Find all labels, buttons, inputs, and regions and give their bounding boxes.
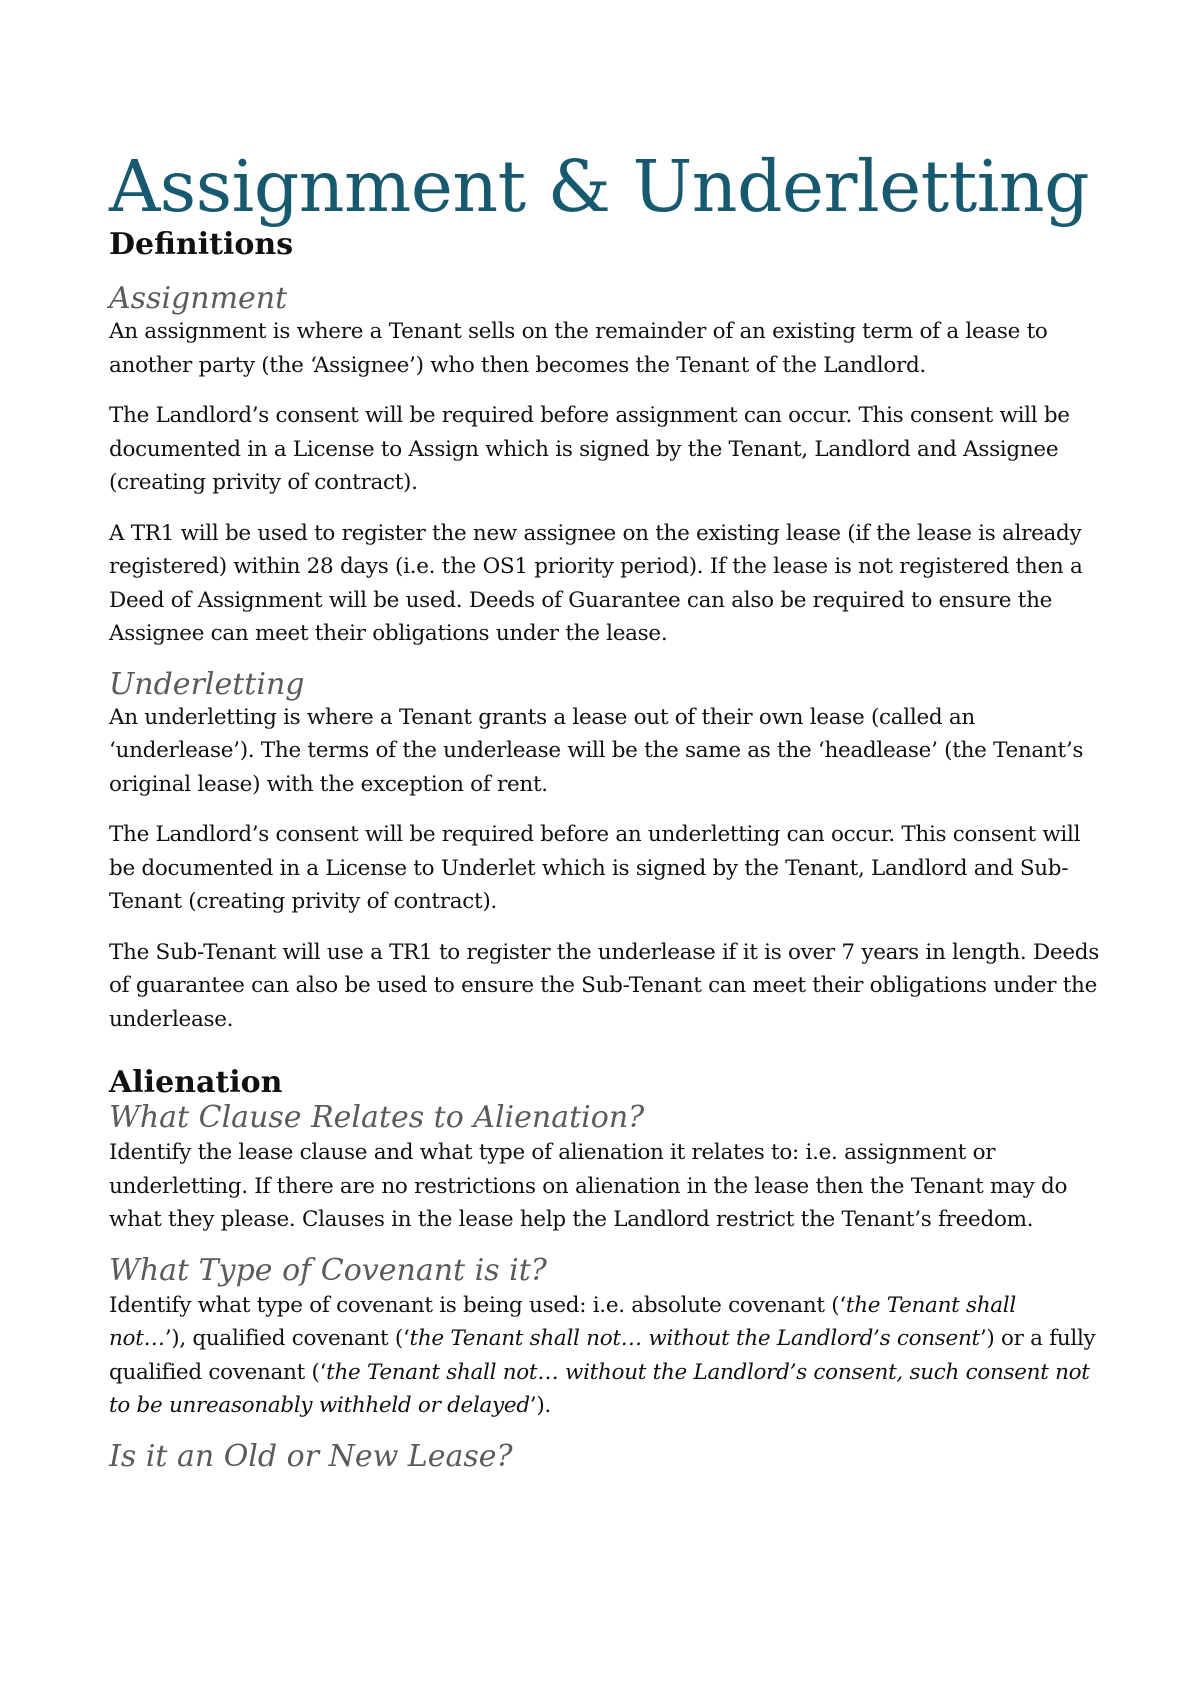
underletting-paragraph-3: The Sub-Tenant will use a TR1 to register the underlease if it is over 7 years in length. Deeds of guarantee can also be used to ensure the Sub-Tenant can meet their obligations under the underlease.	[109, 939, 1099, 1032]
fully-qualified-covenant-example: the Tenant shall not… without the Landlord’s consent, such consent not to be unreasonably withheld or delayed	[109, 1359, 1090, 1418]
covenant-text-3: ’) or a fully qualified covenant (‘	[109, 1326, 1096, 1385]
subheading-assignment: Assignment	[109, 281, 288, 316]
qualified-covenant-example: the Tenant shall not… without the Landlord’s consent	[409, 1326, 980, 1351]
covenant-text-1: Identify what type of covenant is being used: i.e. absolute covenant (‘	[109, 1292, 846, 1318]
underletting-paragraph-1: An underletting is where a Tenant grants a lease out of their own lease (called an ‘underlease’). The terms of the underlease will be the same as the ‘headlease’ (the Tenant’s original lease) with the exception of rent.	[109, 704, 1084, 797]
alienation-clause-paragraph: Identify the lease clause and what type of alienation it relates to: i.e. assignment or underletting. If there are no restrictions on alienation in the lease then the Tenant may do what they please. Clauses in the lease help the Landlord restrict the Tenant’s freedom.	[109, 1140, 1068, 1232]
subheading-alienation-clause: What Clause Relates to Alienation?	[109, 1100, 645, 1135]
assignment-paragraph-1: An assignment is where a Tenant sells on the remainder of an existing term of a lease to another party (the ‘Assignee’) who then becomes the Tenant of the Landlord.	[109, 319, 1048, 378]
underletting-paragraph-2: The Landlord’s consent will be required before an underletting can occur. This consent will be documented in a License to Underlet which is signed by the Tenant, Landlord and Sub-Tenant (creating privity of contract).	[109, 822, 1081, 914]
assignment-paragraph-3: A TR1 will be used to register the new assignee on the existing lease (if the lease is already registered) within 28 days (i.e. the OS1 priority period). If the lease is not registered then a Deed of Assignment will be used. Deeds of Guarantee can also be required to ensure the Assignee can meet their obligations under the lease.	[109, 520, 1083, 646]
absolute-covenant-example: the Tenant shall not…	[109, 1292, 1016, 1351]
covenant-type-paragraph	[109, 1289, 1099, 1423]
assignment-paragraph-2: The Landlord’s consent will be required before assignment can occur. This consent will be documented in a License to Assign which is signed by the Tenant, Landlord and Assignee (creating privity of contract).	[109, 403, 1070, 495]
subheading-lease-age: Is it an Old or New Lease?	[109, 1438, 513, 1474]
document-content	[109, 142, 1099, 1477]
covenant-text-4: ’).	[529, 1393, 551, 1418]
subheading-underletting: Underletting	[109, 666, 305, 702]
document-title: Assignment & Underletting	[109, 145, 1090, 228]
subheading-covenant-type: What Type of Covenant is it?	[109, 1252, 547, 1288]
heading-alienation: Alienation	[109, 1065, 283, 1100]
covenant-text-2: ’), qualified covenant (‘	[164, 1326, 410, 1351]
heading-definitions: Definitions	[109, 227, 294, 262]
